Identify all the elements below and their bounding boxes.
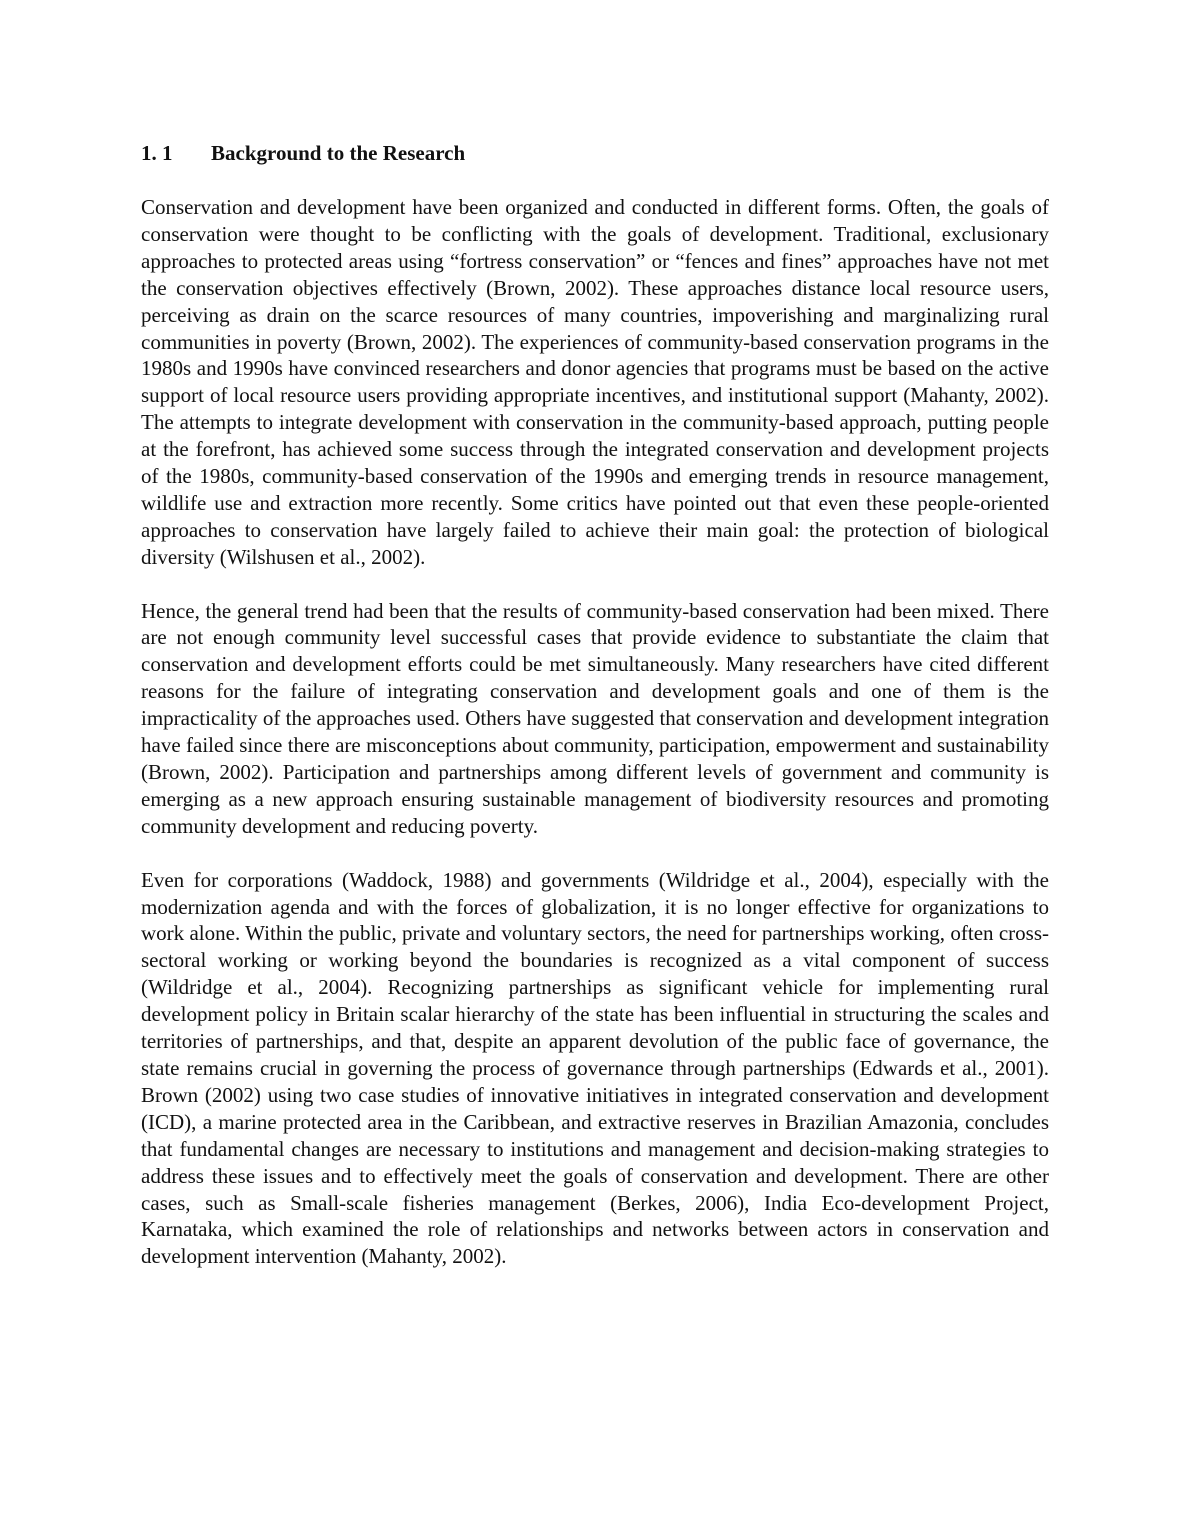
section-title: Background to the Research <box>211 141 466 165</box>
paragraph-3: Even for corporations (Waddock, 1988) and governments (Wildridge et al., 2004), especially with the modernization agenda and with the forces of globalization, it is no longer effective for organizations to work alone. Within the public, private and voluntary sectors, the need for partnerships working, often cross-sectoral working or working beyond the boundaries is recognized as a vital component of success (Wildridge et al., 2004). Recognizing partnerships as significant vehicle for implementing rural development policy in Britain scalar hierarchy of the state has been influential in structuring the scales and territories of partnerships, and that, despite an apparent devolution of the public face of governance, the state remains crucial in governing the process of governance through partnerships (Edwards et al., 2001). Brown (2002) using two case studies of innovative initiatives in integrated conservation and development (ICD), a marine protected area in the Caribbean, and extractive reserves in Brazilian Amazonia, concludes that fundamental changes are necessary to institutions and management and decision-making strategies to address these issues and to effectively meet the goals of conservation and development. There are other cases, such as Small-scale fisheries management (Berkes, 2006), India Eco-development Project, Karnataka, which examined the role of relationships and networks between actors in conservation and development intervention (Mahanty, 2002). <box>141 867 1049 1269</box>
document-page <box>141 140 1049 1297</box>
paragraph-2: Hence, the general trend had been that the results of community-based conservation had been mixed. There are not enough community level successful cases that provide evidence to substantiate the claim that conservation and development efforts could be met simultaneously. Many researchers have cited different reasons for the failure of integrating conservation and development goals and one of them is the impracticality of the approaches used. Others have suggested that conservation and development integration have failed since there are misconceptions about community, participation, empowerment and sustainability (Brown, 2002). Participation and partnerships among different levels of government and community is emerging as a new approach ensuring sustainable management of biodiversity resources and promoting community development and reducing poverty. <box>141 598 1049 838</box>
section-heading <box>141 140 1049 167</box>
paragraph-1: Conservation and development have been organized and conducted in different forms. Often, the goals of conservation were thought to be conflicting with the goals of development. Traditional, exclusionary approaches to protected areas using “fortress conservation” or “fences and fines” approaches have not met the conservation objectives effectively (Brown, 2002). These approaches distance local resource users, perceiving as drain on the scarce resources of many countries, impoverishing and marginalizing rural communities in poverty (Brown, 2002). The experiences of community-based conservation programs in the 1980s and 1990s have convinced researchers and donor agencies that programs must be based on the active support of local resource users providing appropriate incentives, and institutional support (Mahanty, 2002). The attempts to integrate development with conservation in the community-based approach, putting people at the forefront, has achieved some success through the integrated conservation and development projects of the 1980s, community-based conservation of the 1990s and emerging trends in resource management, wildlife use and extraction more recently. Some critics have pointed out that even these people-oriented approaches to conservation have largely failed to achieve their main goal: the protection of biological diversity (Wilshusen et al., 2002). <box>141 195 1049 569</box>
section-number: 1. 1 <box>141 141 173 165</box>
